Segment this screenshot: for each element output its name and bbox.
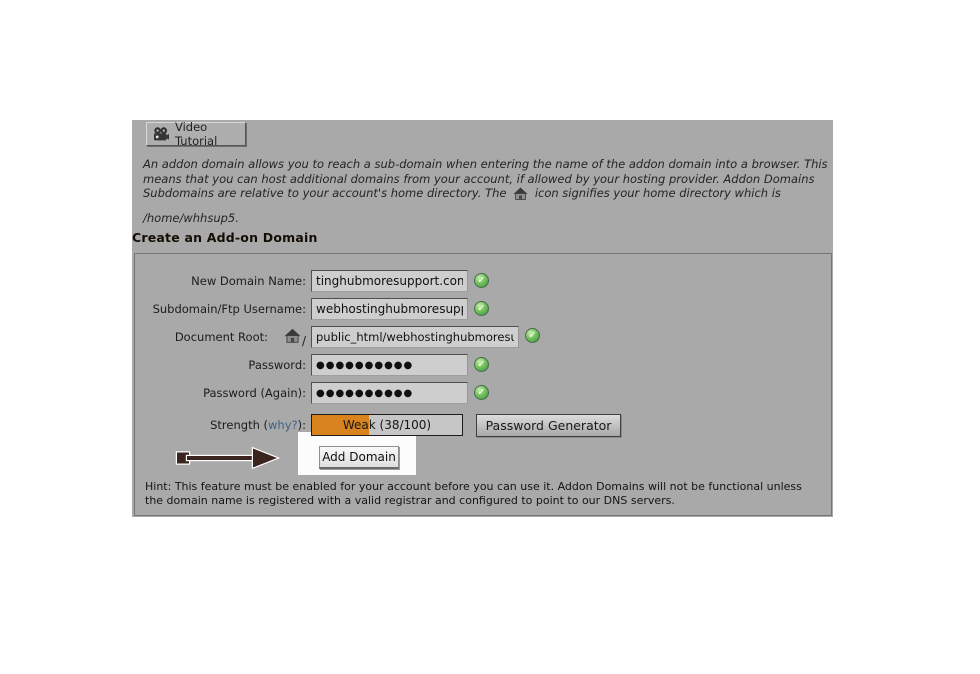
- section-title: Create an Add-on Domain: [132, 230, 318, 245]
- green-check-icon: [474, 301, 489, 316]
- home-icon: [284, 328, 301, 347]
- password-label: Password:: [248, 358, 306, 372]
- document-root-label: Document Root:: [174, 330, 268, 344]
- intro-line: means that you can host additional domains from your account, if allowed by your hosting provider. Addon Domains: [143, 171, 815, 186]
- subdomain-ftp-username-input[interactable]: [311, 298, 468, 320]
- document-root-input[interactable]: [311, 326, 519, 348]
- green-check-icon: [474, 357, 489, 372]
- hint-line: Hint: This feature must be enabled for your account before you can use it. Addon Domains will not be functional unless: [145, 480, 802, 493]
- addon-domains-panel: [132, 120, 833, 517]
- strength-why-link[interactable]: why?: [268, 418, 298, 432]
- document-root-slash: /: [302, 334, 307, 348]
- password-input[interactable]: [311, 354, 468, 376]
- home-icon: [513, 187, 528, 204]
- form-row: [135, 326, 831, 349]
- green-check-icon: [525, 328, 540, 343]
- strength-label-text: ):: [297, 418, 306, 432]
- green-check-icon: [474, 385, 489, 400]
- form-row: [135, 298, 831, 321]
- subdomain-ftp-username-label: Subdomain/Ftp Username:: [152, 302, 306, 316]
- movie-camera-icon: [153, 127, 169, 141]
- intro-line-segment: Subdomains are relative to your account's home directory. The: [143, 186, 507, 201]
- create-addon-form: [134, 253, 832, 516]
- new-domain-name-input[interactable]: [311, 270, 468, 292]
- intro-line-segment: icon signifies your home directory which is: [534, 186, 781, 201]
- form-row: [135, 354, 831, 377]
- password-again-label: Password (Again):: [203, 386, 306, 400]
- intro-text: [143, 157, 835, 225]
- hint-text: [145, 480, 839, 507]
- green-check-icon: [474, 273, 489, 288]
- strength-text: Weak (38/100): [342, 418, 432, 432]
- form-row: [135, 270, 831, 293]
- video-tutorial-label: Video Tutorial: [175, 120, 218, 148]
- password-again-input[interactable]: [311, 382, 468, 404]
- form-row: [135, 382, 831, 405]
- strength-label: [135, 418, 306, 432]
- intro-line: An addon domain allows you to reach a sub-domain when entering the name of the addon domain into a browser. This: [143, 157, 828, 171]
- password-generator-button[interactable]: Password Generator: [476, 414, 621, 437]
- home-path: /home/whhsup5.: [143, 210, 239, 225]
- strength-label-text: Strength (: [210, 418, 269, 432]
- intro-line: [143, 186, 835, 204]
- new-domain-name-label: New Domain Name:: [191, 274, 306, 288]
- strength-row: [135, 414, 831, 437]
- video-tutorial-button[interactable]: [146, 122, 246, 146]
- add-domain-button[interactable]: Add Domain: [319, 446, 399, 469]
- hint-line: the domain name is registered with a valid registrar and configured to point to our DNS servers.: [145, 493, 675, 507]
- password-strength-meter: [311, 414, 463, 436]
- right-arrow-annotation: [175, 446, 289, 470]
